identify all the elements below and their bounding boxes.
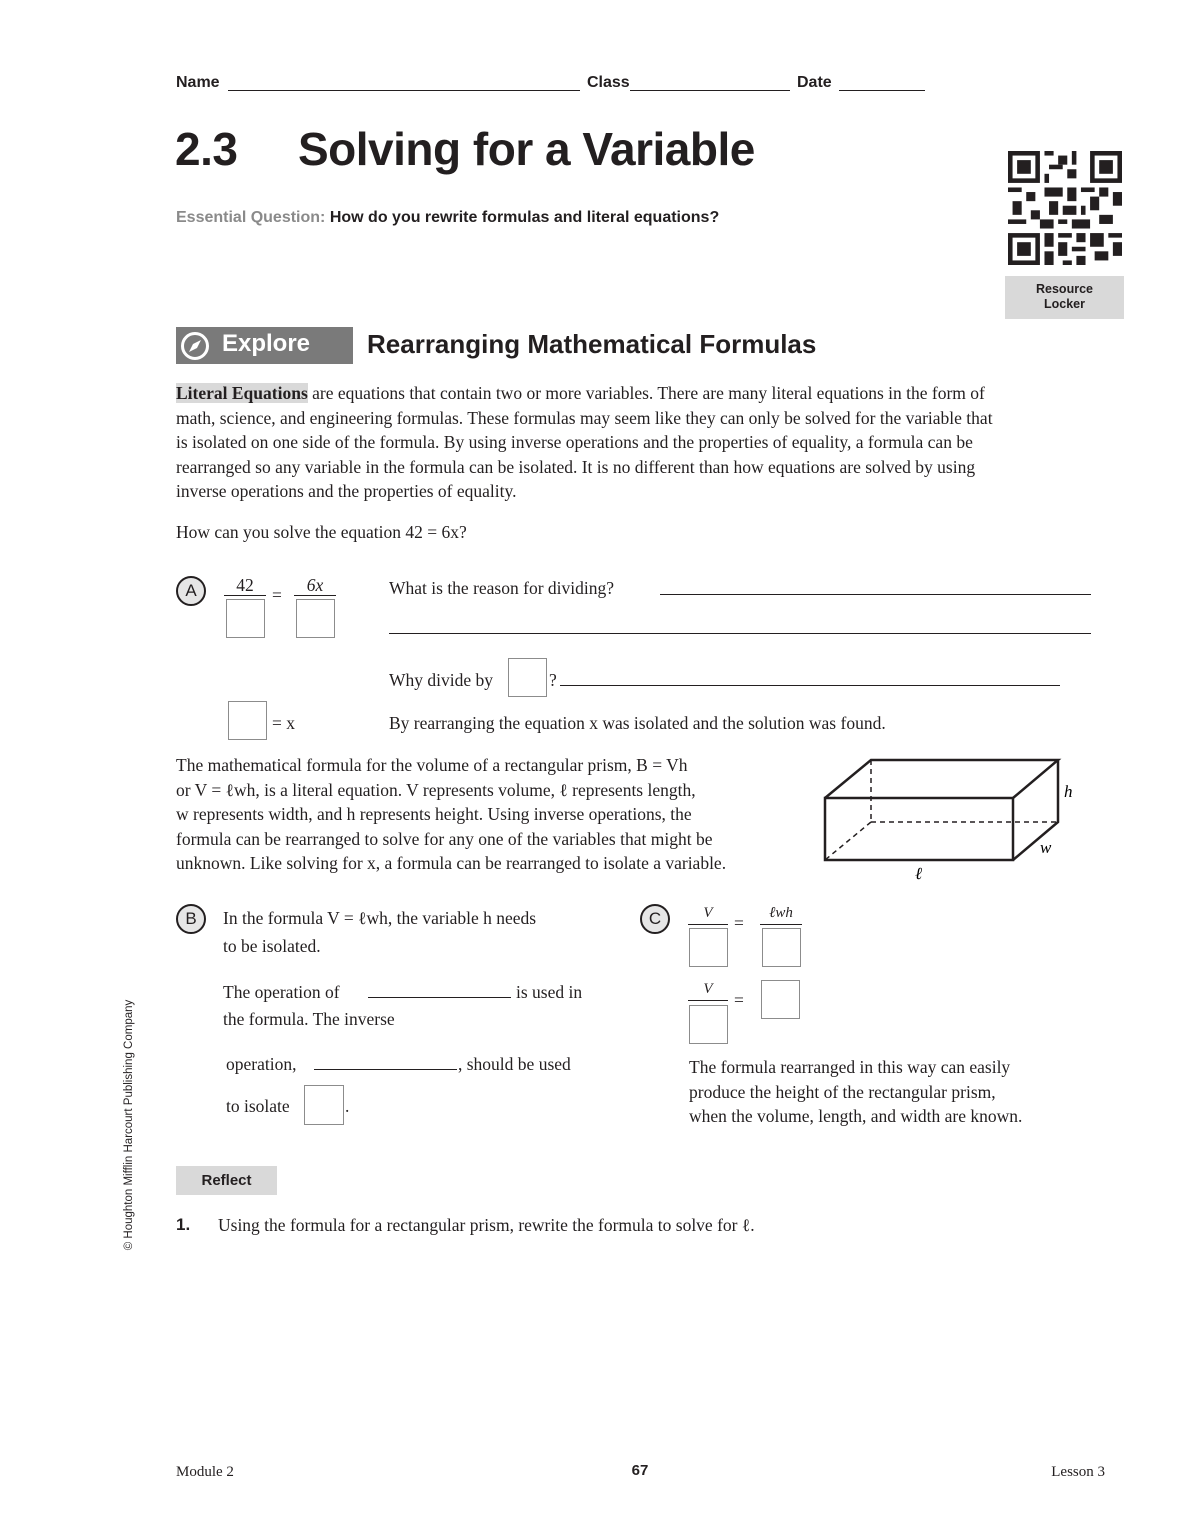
explore-question: How can you solve the equation 42 = 6x?	[176, 522, 467, 542]
part-c-denominator-right-box[interactable]	[762, 928, 801, 967]
operation-suffix: is used in	[516, 982, 583, 1002]
reflect-tag: Reflect	[176, 1166, 277, 1195]
prism-label-l: ℓ	[915, 864, 923, 883]
prism-label-h: h	[1064, 782, 1073, 801]
reflect-question-text: Using the formula for a rectangular prism, rewrite the formula to solve for ℓ.	[218, 1215, 755, 1235]
lesson-number: 2.3	[175, 123, 238, 175]
resource-locker-label-1: Resource	[1036, 282, 1093, 296]
prism-line-3: w represents width, and h represents height. Using inverse operations, the	[176, 804, 692, 824]
part-a-denominator-left-box[interactable]	[226, 599, 265, 638]
intro-line-1: are equations that contain two or more variables. There are many literal equations in the form of	[307, 383, 985, 403]
part-c-conclusion-line-2: produce the height of the rectangular prism,	[689, 1081, 996, 1102]
part-a-marker: A	[176, 576, 206, 606]
part-c-conclusion	[689, 1055, 1022, 1129]
compass-icon	[180, 331, 210, 361]
essential-question	[176, 209, 719, 227]
inverse-line: the formula. The inverse	[223, 1009, 395, 1029]
name-field[interactable]	[228, 78, 580, 91]
inverse-operation-suffix: , should be used	[458, 1054, 571, 1074]
part-c-equals-2: =	[734, 990, 744, 1010]
part-c-equals-1: =	[734, 913, 744, 933]
why-divide-box[interactable]	[508, 658, 547, 697]
part-c-num-left: V	[703, 905, 713, 921]
part-c-fraction-bar-left	[688, 924, 728, 925]
intro-line-2: math, science, and engineering formulas. These formulas may seem like they can only be solved for the variable that	[176, 407, 993, 428]
footer-lesson: Lesson 3	[1051, 1464, 1105, 1480]
reflect-question-number: 1.	[176, 1215, 191, 1234]
isolate-variable-box[interactable]	[304, 1085, 344, 1125]
part-a-conclusion: By rearranging the equation x was isolated and the solution was found.	[389, 713, 886, 733]
operation-answer-line[interactable]	[368, 985, 511, 998]
part-c-fraction-bar-right	[760, 924, 802, 925]
date-field[interactable]	[839, 78, 925, 91]
prism-front-face	[825, 798, 1013, 860]
prism-line-4: formula can be rearranged to solve for any one of the variables that might be	[176, 828, 713, 849]
why-divide-end: ?	[549, 670, 557, 690]
resource-locker-button[interactable]	[1005, 276, 1124, 319]
part-c-denominator-second-box[interactable]	[689, 1005, 728, 1044]
part-c-conclusion-line-1: The formula rearranged in this way can easily	[689, 1057, 1011, 1077]
part-c-result-box[interactable]	[761, 980, 800, 1019]
literal-equations-term: Literal Equations	[176, 383, 308, 403]
part-a-denominator-right-box[interactable]	[296, 599, 335, 638]
part-b-line-1: In the formula V = ℓwh, the variable h needs	[223, 908, 537, 928]
resource-locker-label-2: Locker	[1044, 297, 1085, 311]
part-b-marker: B	[176, 904, 206, 934]
date-label: Date	[797, 74, 832, 91]
prism-line-5: unknown. Like solving for x, a formula can be rearranged to isolate a variable.	[176, 853, 727, 873]
part-a-numerator-right: 6x	[306, 575, 324, 595]
footer-page-number: 67	[631, 1462, 649, 1479]
explore-tag	[176, 327, 353, 364]
isolate-label: to isolate	[226, 1096, 290, 1116]
prism-label-w: w	[1040, 838, 1052, 857]
intro-line-5: inverse operations and the properties of equality.	[176, 481, 517, 501]
part-a-numerator-left: 42	[236, 575, 254, 595]
part-a-fraction-bar-right	[294, 595, 336, 596]
prism-top-face	[825, 760, 1058, 798]
reason-answer-line-2[interactable]	[389, 621, 1091, 634]
reason-answer-line-1[interactable]	[660, 582, 1091, 595]
footer-module: Module 2	[176, 1464, 234, 1480]
prism-hidden-depth	[825, 822, 871, 860]
intro-line-4: rearranged so any variable in the formula can be isolated. It is no different than how equations are solved by using	[176, 456, 976, 477]
rectangular-prism-diagram	[815, 752, 1095, 887]
prism-line-2: or V = ℓwh, is a literal equation. V represents volume, ℓ represents length,	[176, 779, 696, 800]
name-label: Name	[176, 74, 220, 91]
prism-line-1: The mathematical formula for the volume of a rectangular prism, B = Vh	[176, 755, 688, 775]
class-label: Class	[587, 74, 630, 91]
part-c-fraction-bar-second	[688, 1000, 728, 1001]
essential-question-text: How do you rewrite formulas and literal equations?	[329, 209, 720, 226]
part-a-fraction-bar-left	[224, 595, 266, 596]
intro-line-3: is isolated on one side of the formula. By using inverse operations and the properties of equality, a formula can be	[176, 432, 973, 452]
explore-title: Rearranging Mathematical Formulas	[367, 329, 817, 359]
inverse-operation-prefix: operation,	[226, 1054, 297, 1074]
inverse-operation-answer-line[interactable]	[314, 1057, 457, 1070]
class-field[interactable]	[630, 78, 790, 91]
operation-prefix: The operation of	[223, 982, 340, 1002]
why-divide-answer-line[interactable]	[560, 673, 1060, 686]
essential-question-label: Essential Question:	[176, 209, 326, 226]
part-b-line-2: to be isolated.	[223, 936, 321, 956]
reason-question: What is the reason for dividing?	[389, 578, 615, 598]
qr-code-icon[interactable]	[1008, 151, 1122, 265]
explore-label: Explore	[222, 330, 311, 357]
copyright-notice: © Houghton Mifflin Harcourt Publishing Company	[123, 999, 135, 1251]
part-c-num-second: V	[703, 981, 713, 997]
part-c-conclusion-line-3: when the volume, length, and width are known.	[689, 1106, 1023, 1126]
part-c-marker: C	[640, 904, 670, 934]
page-title: Solving for a Variable	[298, 123, 755, 175]
part-c-denominator-left-box[interactable]	[689, 928, 728, 967]
part-a-equals: =	[272, 585, 282, 605]
prism-paragraph	[176, 753, 806, 876]
part-a-solution-box[interactable]	[228, 701, 267, 740]
part-a-equals-x: = x	[272, 713, 295, 733]
part-c-num-right: ℓwh	[769, 905, 793, 921]
isolate-end: .	[345, 1096, 350, 1116]
why-divide-label: Why divide by	[389, 670, 494, 690]
intro-paragraph	[176, 381, 1106, 504]
